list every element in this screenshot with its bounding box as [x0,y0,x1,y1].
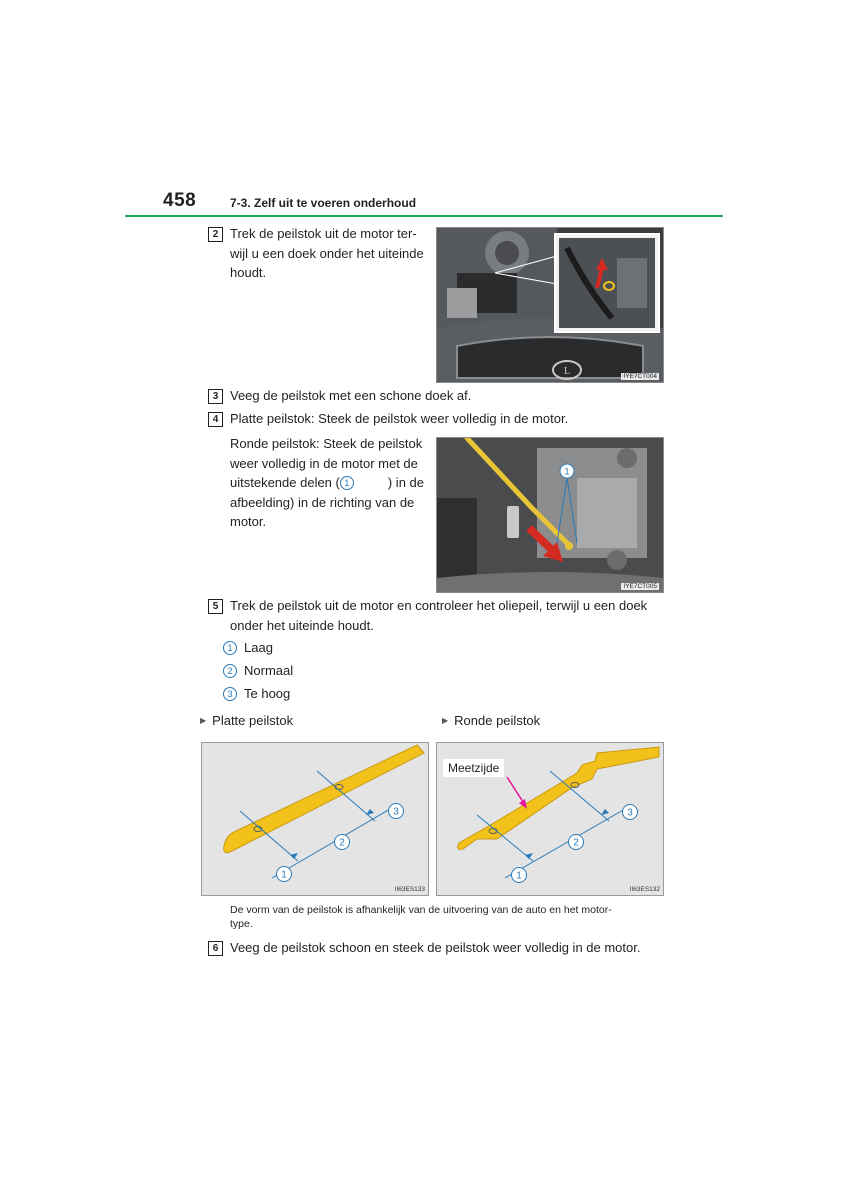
note-line-2: type. [230,918,253,930]
legend-label-normal: Normaal [244,663,294,678]
step-4-text: Platte peilstok: Steek de peilstok weer volledig in de motor. [230,411,569,426]
marker-3-round: 3 [627,807,633,819]
svg-text:L: L [563,366,571,377]
step-3-text: Veeg de peilstok met een schone doek af. [230,388,472,403]
step-4-round-line-3b: ) in de [387,475,424,490]
meetzijde-callout: Meetzijde [443,759,504,777]
step-5-line-2: onder het uiteinde houdt. [230,617,374,633]
step-4-badge: 4 [208,412,223,427]
note-line-1: De vorm van de peilstok is afhankelijk van de uitvoering van de auto en het motor- [230,904,612,916]
step-4-round-line-4: afbeelding) in de richting van de [230,494,415,510]
figure-code: II63ES133 [394,886,425,893]
engine-bay-photo [436,227,664,383]
step-5-text [230,596,662,635]
step-4-round-line-2: weer volledig in de motor met de [230,455,418,471]
engine-bay-illustration [437,228,663,382]
step-2-text [230,224,424,283]
legend-item-low [223,639,273,657]
legend-label-high: Te hoog [244,686,291,701]
figure-code: II63ES132 [629,886,660,893]
page-number: 458 [163,190,197,211]
step-4-round-line-5: motor. [230,514,267,529]
dipstick-insert-photo [436,437,664,593]
step-6-badge: 6 [208,941,223,956]
step-2-line-1: Trek de peilstok uit de motor ter- [230,226,417,241]
round-dipstick-diagram [436,742,664,896]
marker-1-inline: 1 [340,476,354,490]
legend-marker-2: 2 [223,664,237,678]
flat-dipstick-title: Platte peilstok [212,713,294,728]
legend-marker-3: 3 [223,687,237,701]
flat-dipstick-illustration [202,743,428,895]
dipstick-insert-illustration [437,438,663,592]
round-dipstick-heading [442,711,540,731]
marker-3-flat: 3 [393,806,399,818]
step-2-line-2: wijl u een doek onder het uiteinde [230,245,424,261]
legend-item-high [223,685,290,703]
legend-item-normal [223,662,293,680]
photo-code: IYE7CT005 [623,583,657,590]
step-6-text: Veeg de peilstok schoon en steek de peilstok weer volledig in de motor. [230,940,641,955]
step-3-badge: 3 [208,389,223,404]
marker-2-flat: 2 [339,837,345,849]
marker-1-round: 1 [516,870,522,882]
step-4-round-line-1: Ronde peilstok: Steek de peilstok [230,436,423,451]
round-dipstick-title: Ronde peilstok [454,713,541,728]
step-5-badge: 5 [208,599,223,614]
header-rule [125,215,723,217]
step-4-round-line-3a: uitstekende delen ( [230,475,340,490]
triangle-bullet-icon: ▶ [200,716,207,725]
legend-label-low: Laag [244,640,273,655]
step-4-round-text [230,434,424,532]
triangle-bullet-icon: ▶ [442,716,449,725]
step-2-line-3: houdt. [230,265,267,280]
step-2-badge: 2 [208,227,223,242]
step-4-round-line-3 [230,473,424,493]
legend-marker-1: 1 [223,641,237,655]
shape-note [230,903,662,931]
marker-1-flat: 1 [281,869,287,881]
photo-code: IYE7CT004 [623,373,657,380]
step-5-line-1: Trek de peilstok uit de motor en controleer het oliepeil, terwijl u een doek [230,598,648,613]
flat-dipstick-diagram [201,742,429,896]
section-title: 7-3. Zelf uit te voeren onderhoud [230,196,417,210]
marker-1-photo: 1 [564,466,570,477]
flat-dipstick-heading [200,711,293,731]
marker-2-round: 2 [573,837,579,849]
